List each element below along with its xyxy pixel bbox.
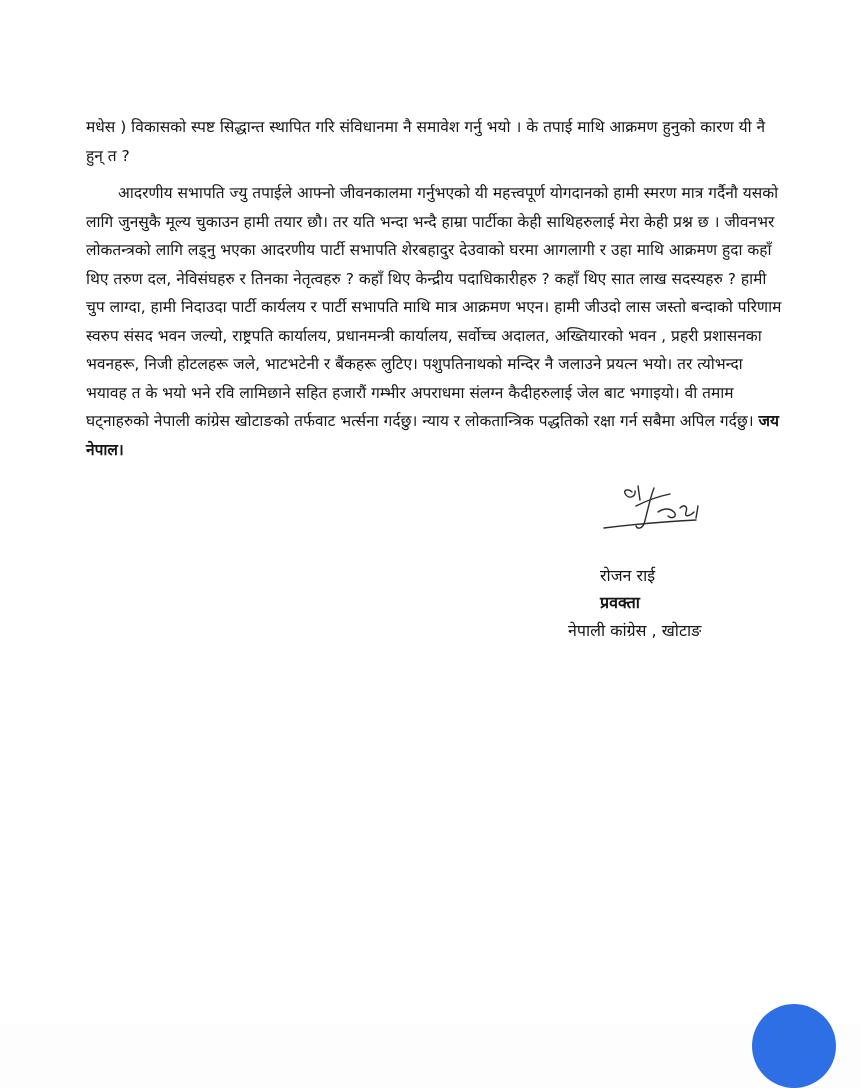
floating-action-button[interactable] [752, 1004, 836, 1088]
signatory-name: रोजन राई [600, 566, 656, 585]
signatory-organization: नेपाली कांग्रेस , खोटाङ [568, 621, 702, 640]
paragraph-2-body: आदरणीय सभापति ज्यु तपाईले आफ्नो जीवनकालमा गर्नुभएको यी महत्त्वपूर्ण योगदानको हामी स्मरण मात्र गर्दैनौ यसको लागि जुनसुकै मूल्य चुकाउन हामी तयार छौ। तर यति भन्दा भन्दै हाम्रा पार्टीका केही साथिहरुलाई मेरा केही प्रश्न छ । जीवनभर लोकतन्त्रको लागि लड्नु भएका आदरणीय पार्टी सभापति शेरबहादुर देउवाको घरमा आगलागी र उहा माथि आक्रमण हुदा कहाँ थिए तरुण दल, नेविसंघहरु र तिनका नेतृत्वहरु ? कहाँ थिए केन्द्रीय पदाधिकारीहरु ? कहाँ थिए सात लाख सदस्यहरु ? हामी चुप लाग्दा, हामी निदाउदा पार्टी कार्यलय र पार्टी सभापति माथि मात्र आक्रमण भएन। हामी जीउदो लास जस्तो बन्दाको परिणाम स्वरुप संसद भवन जल्यो, राष्ट्रपति कार्यालय, प्रधानमन्त्री कार्यालय, सर्वोच्च अदालत, अख्तियारको भवन , प्रहरी प्रशासनका भवनहरू, निजी होटलहरू जले, भाटभटेनी र बैंकहरू लुटिए। पशुपतिनाथको मन्दिर नै जलाउने प्रयत्न भयो। तर त्योभन्दा भयावह त के भयो भने रवि लामिछाने सहित हजारौं गम्भीर अपराधमा संलग्न कैदीहरुलाई जेल बाट भगाइयो। वी तमाम घट्नाहरुको नेपाली कांग्रेस खोटाङको तर्फवाट भर्त्सना गर्दछु। न्याय र लोकतान्त्रिक पद्धतिको रक्षा गर्न सबैमा अपिल गर्दछु। [86, 184, 782, 430]
paragraph-2 [86, 179, 786, 464]
handwritten-signature [598, 478, 713, 538]
closing-slogan: जय नेपाल। [86, 412, 780, 459]
signatory-role: प्रवक्ता [600, 593, 640, 612]
paragraph-1: मधेस ) विकासको स्पष्ट सिद्धान्त स्थापित गरि संविधानमा नै समावेश गर्नु भयो । के तपाई माथि आक्रमण हुनुको कारण यी नै हुन् त ? [86, 118, 766, 165]
